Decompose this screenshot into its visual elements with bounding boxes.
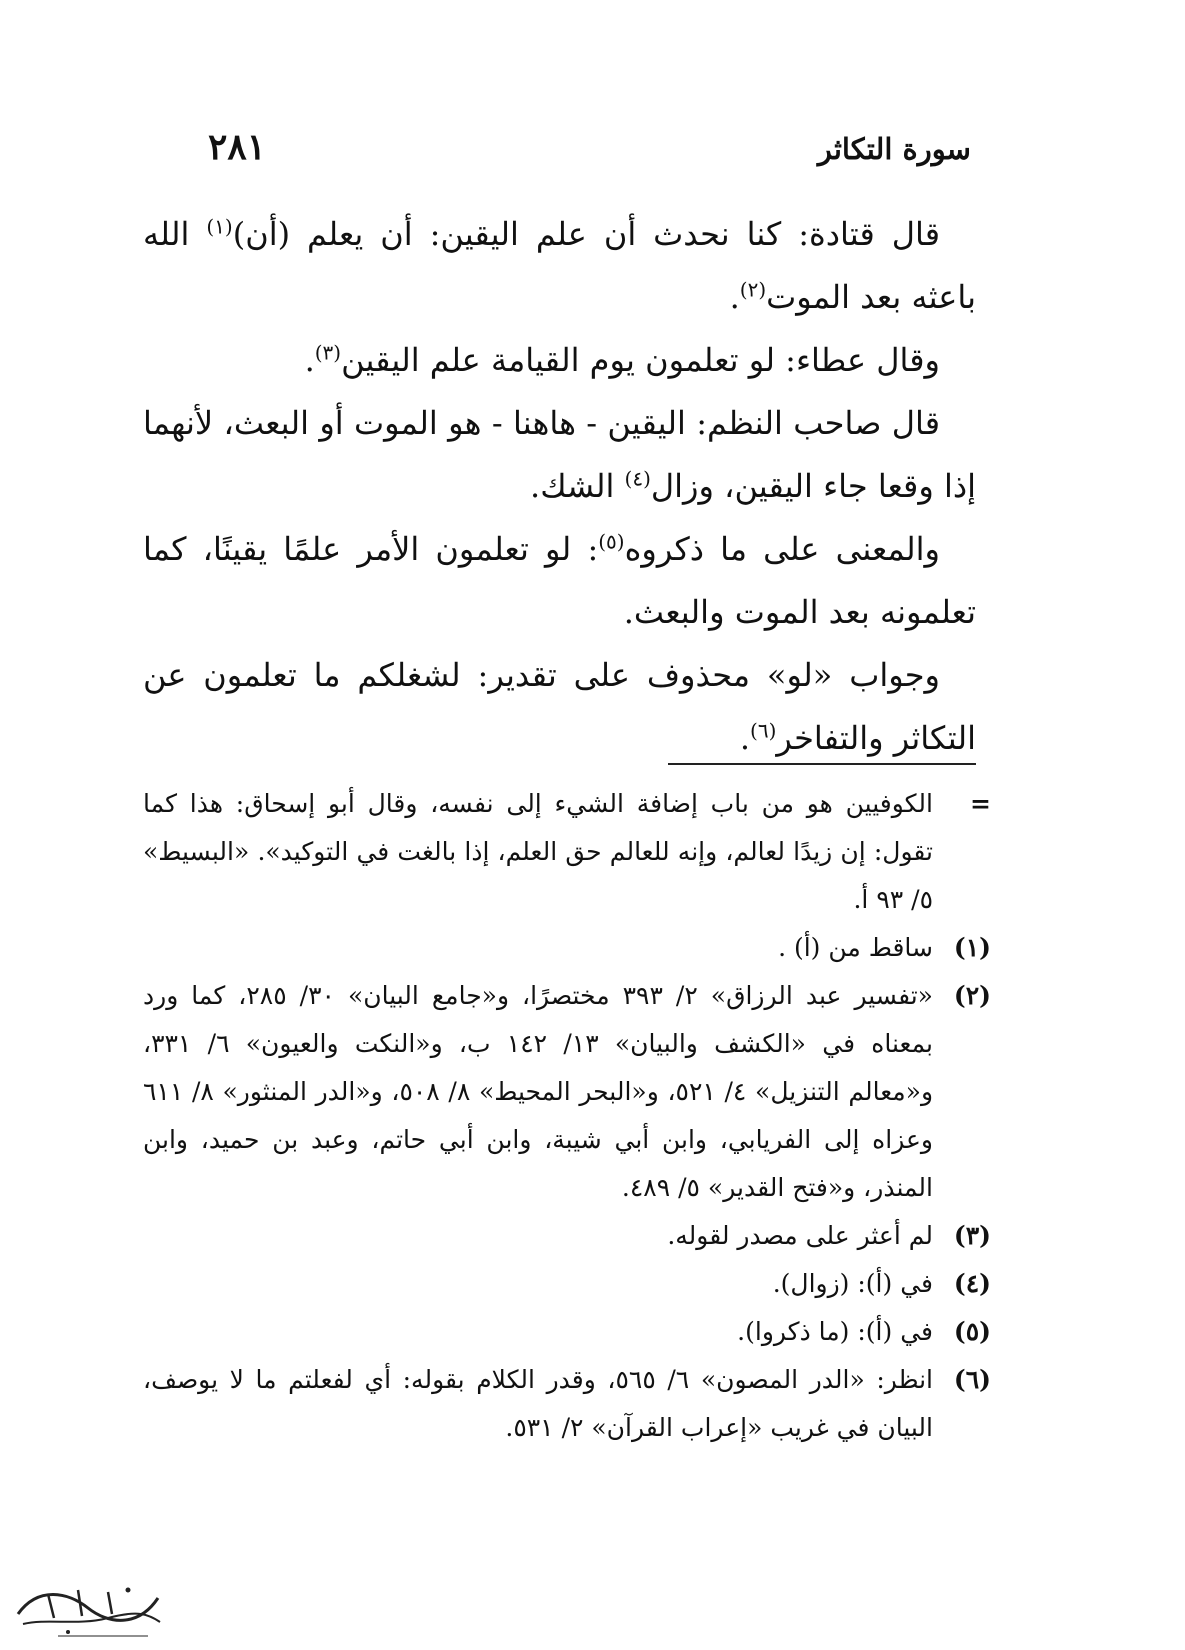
footnote-ref: (٦) <box>750 718 777 743</box>
footnote-text: ساقط من (أ) . <box>778 933 933 962</box>
footnote-ref: (٢) <box>739 277 767 302</box>
footnote-text: في (أ): (زوال). <box>772 1269 933 1298</box>
footnote <box>143 1356 993 1452</box>
paragraph: وجواب «لو» محذوف على تقدير: لشغلكم ما تعلمون عن التكاثر والتفاخر$^{(٦)}$. <box>143 656 976 757</box>
footnote-separator <box>668 763 976 765</box>
footnote-mark: (٤) <box>953 1269 991 1298</box>
footnote <box>143 1212 993 1260</box>
footnote-text: الكوفيين هو من باب إضافة الشيء إلى نفسه، وقال أبو إسحاق: هذا كما تقول: إن زيدًا لعالم، وإنه للعالم حق العلم، إذا بالغت في التوكيد». «البسيط» ٥/ ٩٣ أ. <box>143 789 933 914</box>
sura-title: سورة التكاثر <box>817 132 971 166</box>
paragraph: قال صاحب النظم: اليقين - هاهنا - هو الموت أو البعث، لأنهما إذا وقعا جاء اليقين، وزال$^{(٤)}$ الشك. <box>143 404 976 505</box>
running-header <box>208 126 971 176</box>
footnote <box>143 924 993 972</box>
paragraph: والمعنى على ما ذكروه$^{(٥)}$: لو تعلمون الأمر علمًا يقينًا، كما تعلمونه بعد الموت والبعث. <box>143 529 976 631</box>
footnote-text: في (أ): (ما ذكروا). <box>737 1317 933 1346</box>
footnote-ref: (٣) <box>314 340 342 365</box>
footnote-ref: (١) <box>206 214 233 239</box>
page-number: ٢٨١ <box>208 126 267 168</box>
footnote <box>143 1260 993 1308</box>
footnote <box>143 1308 993 1356</box>
footnote-mark: (٦) <box>953 1365 991 1394</box>
publisher-logo <box>8 1578 168 1644</box>
paragraph: قال قتادة: كنا نحدث أن علم اليقين: أن يعلم (أن)$^{(١)}$ الله باعثه بعد الموت$^{(٢)}$. <box>143 214 976 316</box>
paragraph: وقال عطاء: لو تعلمون يوم القيامة علم اليقين$^{(٣)}$. <box>304 340 940 379</box>
footnote-text: انظر: «الدر المصون» ٦/ ٥٦٥، وقدر الكلام بقوله: أي لفعلتم ما لا يوصف، البيان في غريب «إعراب القرآن» ٢/ ٥٣١. <box>143 1365 933 1442</box>
footnote-ref: (٥) <box>598 529 625 554</box>
footnote-mark: = <box>970 789 991 818</box>
footnotes <box>143 780 993 1452</box>
footnote <box>143 972 993 1212</box>
footnote-text: لم أعثر على مصدر لقوله. <box>667 1221 933 1250</box>
footnote-mark: (٣) <box>953 1221 991 1250</box>
footnote-mark: (١) <box>953 933 991 962</box>
footnote <box>143 780 993 924</box>
footnote-ref: (٤) <box>624 466 651 491</box>
footnote-mark: (٥) <box>953 1317 991 1346</box>
footnote-text: «تفسير عبد الرزاق» ٢/ ٣٩٣ مختصرًا، و«جامع البيان» ٣٠/ ٢٨٥، كما ورد بمعناه في «الكشف والبيان» ١٣/ ١٤٢ ب، و«النكت والعيون» ٦/ ٣٣١، و«معالم التنزيل» ٤/ ٥٢١، و«البحر المحيط» ٨/ ٥٠٨، و«الدر المنثور» ٨/ ٦١١ وعزاه إلى الفريابي، وابن أبي شيبة، وابن أبي حاتم، وعبد بن حميد، وابن المنذر، و«فتح القدير» ٥/ ٤٨٩. <box>143 981 934 1202</box>
main-text <box>143 203 976 770</box>
footnote-mark: (٢) <box>953 981 991 1010</box>
